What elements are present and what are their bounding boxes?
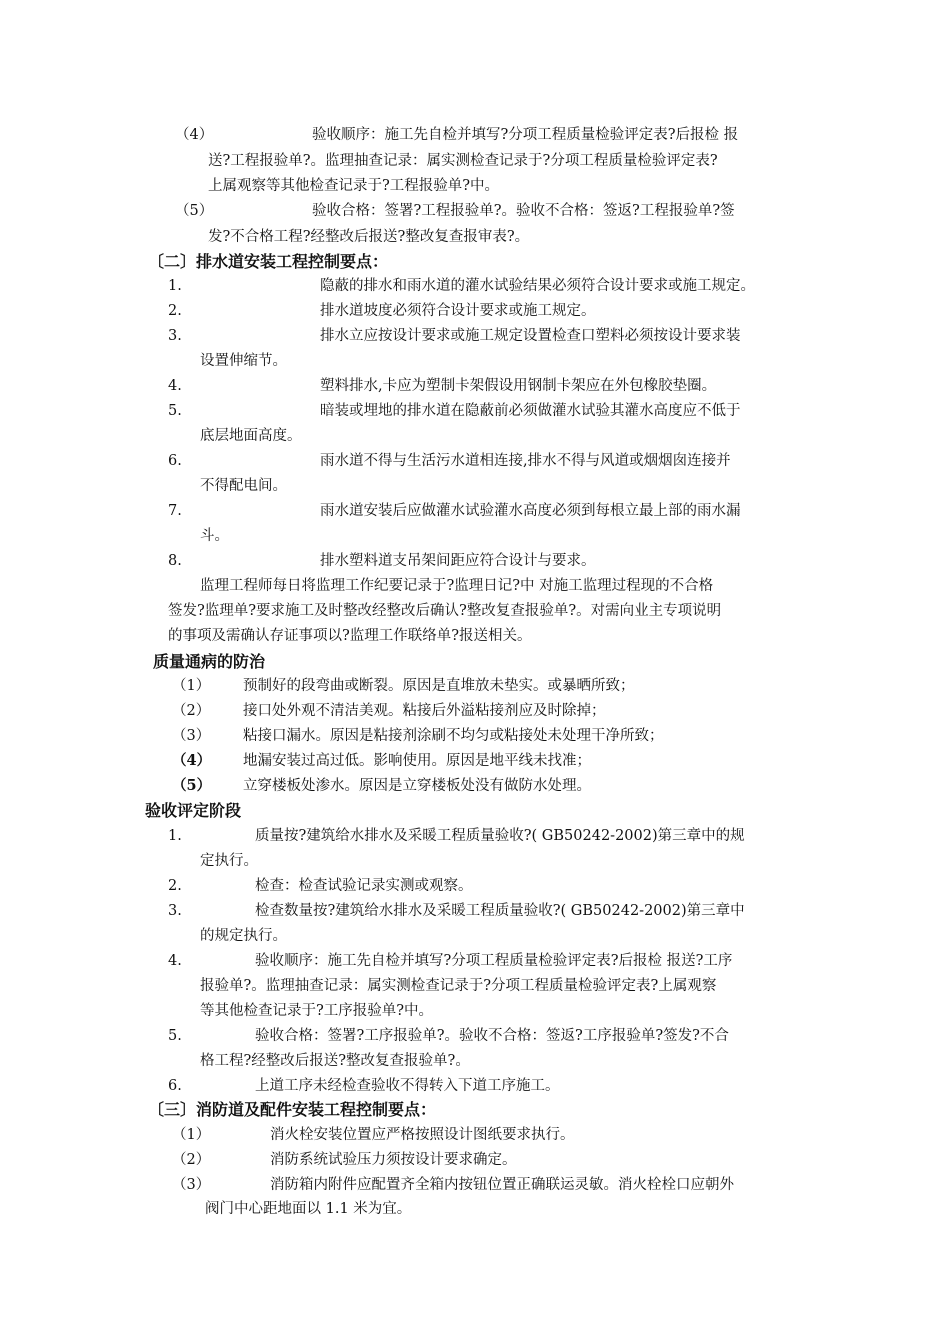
item-text: 阀门中心距地面以 1.1 米为宜。 (205, 1201, 412, 1217)
item-text: 发?不合格工程?经整改后报送?整改复查报审表?。 (208, 229, 530, 245)
item-number: 3. (168, 328, 182, 344)
item-text: 报验单?。监理抽查记录：属实测检查记录于?分项工程质量检验评定表?上属观察 (200, 978, 717, 994)
item-number: 6. (168, 453, 182, 469)
item-text: 地漏安装过高过低。影响使用。原因是地平线未找准； (243, 753, 591, 769)
item-text: 检查数量按?建筑给水排水及采暖工程质量验收?( GB50242-2002)第三章中 (255, 903, 745, 919)
item-text: 验收顺序：施工先自检并填写?分项工程质量检验评定表?后报检 报 (312, 127, 739, 143)
item-number: 6. (168, 1078, 182, 1094)
section-heading: 质量通病的防治 (153, 652, 266, 671)
item-text: 排水立应按设计要求或施工规定设置检查口塑料必须按设计要求装 (320, 328, 741, 344)
paragraph-line: 的事项及需确认存证事项以?监理工作联络单?报送相关。 (168, 628, 532, 644)
item-text: 定执行。 (200, 853, 258, 869)
item-text: 上道工序未经检查验收不得转入下道工序施工。 (255, 1078, 560, 1094)
item-number: 4. (168, 378, 182, 394)
item-text: 塑料排水,卡应为塑制卡架假设用钢制卡架应在外包橡胶垫圈。 (320, 378, 717, 394)
item-text: 接口处外观不清洁美观。粘接后外溢粘接剂应及时除掉； (243, 703, 606, 719)
item-text: 斗。 (200, 528, 229, 544)
item-text: 验收顺序：施工先自检并填写?分项工程质量检验评定表?后报检 报送?工序 (255, 953, 733, 969)
item-text: 验收合格：签署?工序报验单?。验收不合格：签返?工序报验单?签发?不合 (255, 1028, 729, 1044)
item-text: 隐蔽的排水和雨水道的灌水试验结果必须符合设计要求或施工规定。 (320, 278, 755, 294)
item-text: 验收合格：签署?工程报验单?。验收不合格：签返?工程报验单?签 (312, 203, 735, 219)
item-text: 雨水道不得与生活污水道相连接,排水不得与风道或烟烟囱连接并 (320, 453, 731, 469)
section-heading: 〔三〕消防道及配件安装工程控制要点： (148, 1100, 437, 1119)
item-number: （1） (172, 678, 211, 694)
item-text: 送?工程报验单?。监理抽查记录：属实测检查记录于?分项工程质量检验评定表? (208, 153, 718, 169)
item-number: 5. (168, 403, 182, 419)
item-text: 的规定执行。 (200, 928, 287, 944)
item-number: 1. (168, 278, 182, 294)
item-text: 设置伸缩节。 (200, 353, 287, 369)
item-number: 7. (168, 503, 182, 519)
item-text: 暗装或埋地的排水道在隐蔽前必须做灌水试验其灌水高度应不低于 (320, 403, 741, 419)
item-text: 消火栓安装位置应严格按照设计图纸要求执行。 (270, 1127, 575, 1143)
item-number: 5. (168, 1028, 182, 1044)
item-text: 消防箱内附件应配置齐全箱内按钮位置正确联运灵敏。消火栓栓口应朝外 (270, 1177, 734, 1193)
item-number: （1） (172, 1127, 211, 1143)
item-text: 检查：检查试验记录实测或观察。 (255, 878, 473, 894)
item-number: （2） (172, 703, 211, 719)
item-number: （3） (172, 728, 211, 744)
item-number: （5） (175, 203, 214, 219)
item-text: 立穿楼板处渗水。原因是立穿楼板处没有做防水处理。 (243, 778, 591, 794)
item-text: 雨水道安装后应做灌水试验灌水高度必须到每根立最上部的雨水漏 (320, 503, 741, 519)
item-text: 粘接口漏水。原因是粘接剂涂刷不均匀或粘接处未处理干净所致； (243, 728, 664, 744)
item-number: 2. (168, 878, 182, 894)
item-text: 底层地面高度。 (200, 428, 302, 444)
item-number: 4. (168, 953, 182, 969)
item-number: （4） (175, 127, 214, 143)
item-text: 不得配电间。 (200, 478, 287, 494)
item-number: （2） (172, 1152, 211, 1168)
section-heading: 〔二〕排水道安装工程控制要点： (148, 252, 389, 271)
item-text: 排水塑料道支吊架间距应符合设计与要求。 (320, 553, 596, 569)
item-text: 排水道坡度必须符合设计要求或施工规定。 (320, 303, 596, 319)
item-number: 1. (168, 828, 182, 844)
section-heading: 验收评定阶段 (145, 801, 242, 820)
paragraph-line: 监理工程师每日将监理工作纪要记录于?监理日记?中 对施工监理过程现的不合格 (200, 578, 714, 594)
item-number: 8. (168, 553, 182, 569)
item-number: 2. (168, 303, 182, 319)
item-text: 格工程?经整改后报送?整改复查报验单?。 (200, 1053, 470, 1069)
item-number: 3. (168, 903, 182, 919)
item-text: 消防系统试验压力须按设计要求确定。 (270, 1152, 517, 1168)
paragraph-line: 签发?监理单?要求施工及时整改经整改后确认?整改复查报验单?。对需向业主专项说明 (168, 603, 722, 619)
item-number: （4） (172, 752, 212, 769)
item-text: 质量按?建筑给水排水及采暖工程质量验收?( GB50242-2002)第三章中的规 (255, 828, 745, 844)
item-text: 上属观察等其他检查记录于?工程报验单?中。 (208, 178, 500, 194)
item-text: 预制好的段弯曲或断裂。原因是直堆放未垫实。或暴晒所致； (243, 678, 635, 694)
item-number: （5） (172, 777, 212, 794)
item-text: 等其他检查记录于?工序报验单?中。 (200, 1003, 434, 1019)
item-number: （3） (172, 1177, 211, 1193)
